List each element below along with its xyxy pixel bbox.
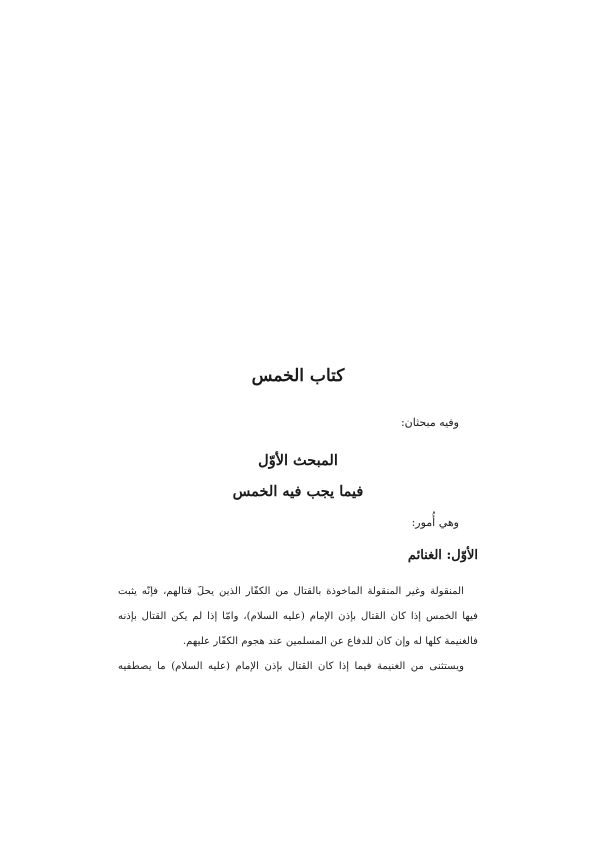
section-subtitle: فيما يجب فيه الخمس bbox=[232, 483, 364, 500]
paragraph-line: فيها الخمس إذا كان القتال بإذن الإمام (عليه السلام)، وأمّا إذا لم يكن القتال بإذنه bbox=[118, 611, 478, 622]
book-title: كتاب الخمس bbox=[251, 366, 345, 386]
paragraph-line: المنقولة وغير المنقولة المأخوذة بالقتال من الكفّار الذين يحلّ قتالهم، فإنّه يثبت bbox=[118, 586, 464, 597]
intro-text: وفيه مبحثان: bbox=[400, 416, 459, 429]
paragraph-line: فالغنيمة كلّها له وإن كان للدفاع عن المسلمين عند هجوم الكفّار عليهم. bbox=[182, 636, 478, 647]
item-heading: الأوّل: الغنائم bbox=[407, 548, 478, 563]
paragraph-line: ويستثنى من الغنيمة فيما إذا كان القتال بإذن الإمام (عليه السلام) ما يصطفيه bbox=[118, 661, 464, 672]
section-title: المبحث الأوّل bbox=[258, 452, 338, 469]
section-lead-text: وهي أُمور: bbox=[411, 516, 459, 529]
